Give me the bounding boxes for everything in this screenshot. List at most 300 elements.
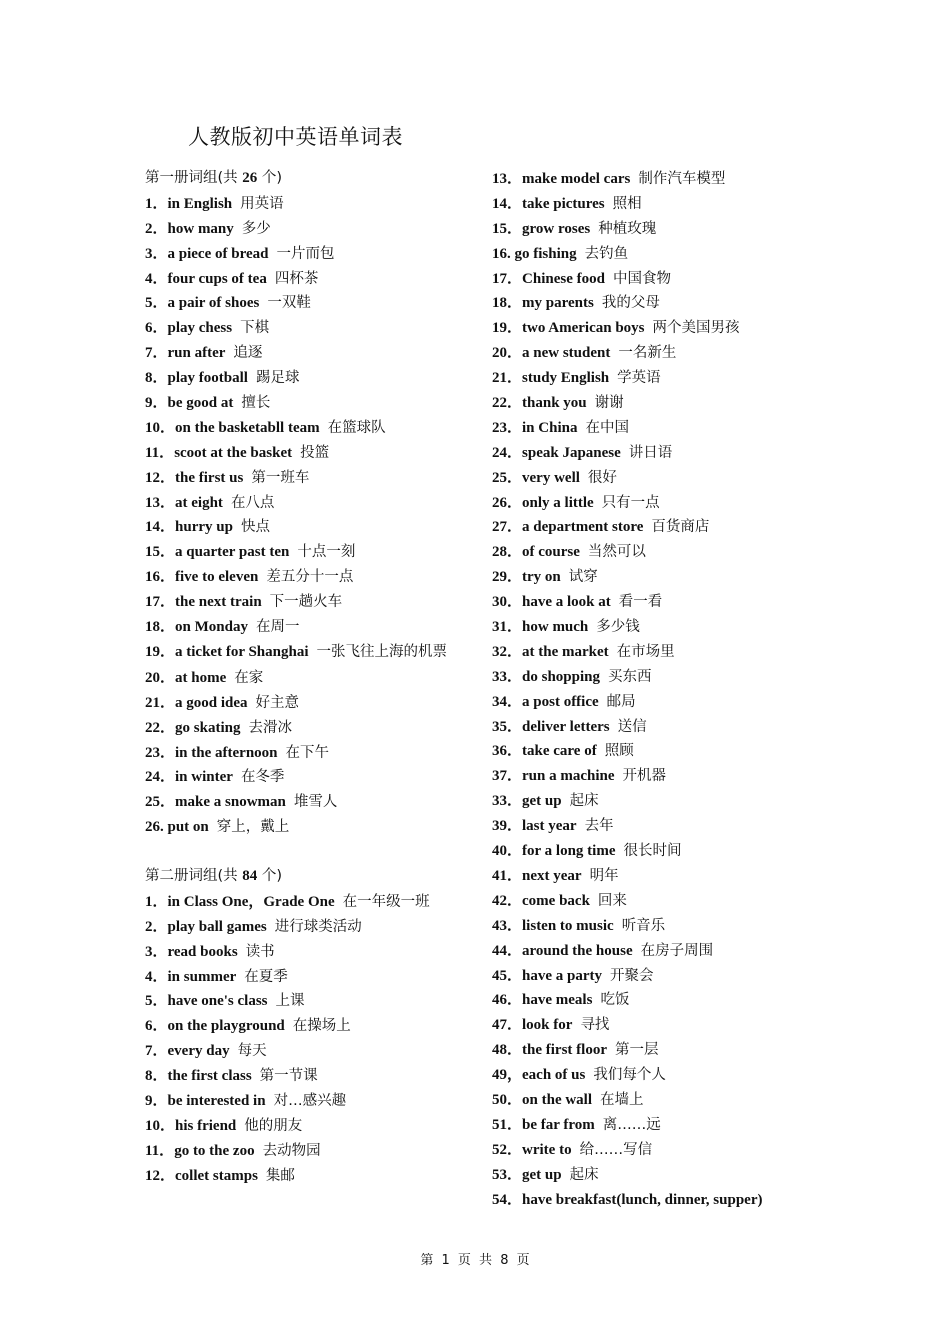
phrase-number: 37．	[492, 768, 523, 785]
phrase-item	[145, 740, 475, 765]
phrase-number: 52．	[492, 1141, 523, 1158]
phrase-english: his friend	[175, 1117, 237, 1134]
phrase-chinese: 第一班车	[251, 469, 310, 486]
phrase-number: 10．	[145, 1117, 176, 1134]
phrase-number: 12．	[145, 1167, 176, 1184]
phrase-item	[145, 639, 475, 665]
phrase-chinese: 用英语	[240, 195, 284, 212]
phrase-number: 40．	[492, 843, 523, 860]
phrase-item	[492, 763, 822, 788]
phrase-number: 5．	[145, 295, 168, 312]
phrase-item	[145, 340, 475, 365]
phrase-chinese: 中国食物	[612, 270, 671, 287]
phrase-english: take care of	[522, 743, 597, 760]
phrase-item	[145, 814, 475, 839]
phrase-number: 35．	[492, 718, 523, 735]
phrase-number: 47．	[492, 1017, 523, 1034]
phrase-chinese: 十点一刻	[297, 544, 356, 561]
phrase-english: five to eleven	[175, 569, 259, 586]
phrase-english: how many	[167, 220, 234, 237]
phrase-english: a ticket for Shanghai	[175, 643, 309, 660]
phrase-item	[492, 390, 822, 415]
phrase-english: come back	[522, 892, 590, 909]
phrase-item	[145, 614, 475, 639]
phrase-item	[145, 1113, 475, 1138]
phrase-number: 15．	[145, 544, 176, 561]
phrase-chinese: 开聚会	[610, 967, 654, 984]
phrase-number: 26.	[145, 819, 168, 836]
phrase-number: 11．	[145, 1142, 175, 1159]
phrase-item	[492, 365, 822, 390]
page-title: 人教版初中英语单词表	[188, 125, 403, 149]
phrase-number: 42．	[492, 892, 523, 909]
phrase-item	[492, 1012, 822, 1037]
phrase-english: on the playground	[167, 1018, 285, 1035]
phrase-chinese: 追逐	[233, 345, 263, 362]
phrase-chinese: 只有一点	[601, 494, 660, 511]
phrase-number: 31．	[492, 619, 523, 636]
phrase-number: 13．	[145, 494, 176, 511]
phrase-item	[492, 838, 822, 863]
phrase-english: only a little	[522, 494, 594, 511]
phrase-item	[492, 514, 822, 539]
phrase-chinese: 集邮	[265, 1167, 295, 1184]
phrase-number: 8．	[145, 370, 168, 387]
phrase-english: in China	[522, 419, 578, 436]
phrase-number: 2．	[145, 918, 168, 935]
phrase-chinese: 下一趟火车	[269, 594, 343, 611]
phrase-chinese: 听音乐	[621, 917, 666, 934]
phrase-item	[492, 963, 822, 988]
page-footer: 第 1 页 共 8 页	[420, 1253, 530, 1268]
phrase-item	[492, 689, 822, 714]
phrase-english: at the market	[522, 643, 609, 660]
phrase-chinese: 谢谢	[594, 395, 624, 412]
phrase-english: hurry up	[175, 519, 233, 536]
phrase-number: 23．	[492, 419, 523, 436]
phrase-number: 48．	[492, 1042, 523, 1059]
phrase-chinese: 很长时间	[623, 843, 682, 860]
phrase-item	[145, 1163, 475, 1188]
phrase-number: 27．	[492, 519, 523, 536]
phrase-chinese: 第一层	[614, 1042, 659, 1059]
phrase-english: go skating	[175, 719, 241, 736]
phrase-item	[145, 191, 475, 216]
phrase-chinese: 照顾	[604, 743, 634, 760]
phrase-english: run after	[167, 345, 226, 362]
phrase-chinese: 擅长	[241, 395, 271, 412]
phrase-chinese: 在一年级一班	[342, 893, 430, 910]
phrase-english: look for	[522, 1017, 573, 1034]
phrase-chinese: 去动物园	[262, 1142, 321, 1159]
phrase-number: 16.	[492, 245, 515, 262]
phrase-item	[492, 1087, 822, 1112]
phrase-item	[492, 564, 822, 589]
phrase-number: 30．	[492, 594, 523, 611]
phrase-english: a quarter past ten	[175, 544, 290, 561]
phrase-english: have a party	[522, 967, 603, 984]
phrase-chinese: 四杯茶	[274, 270, 319, 287]
phrase-item	[492, 639, 822, 664]
phrase-item	[492, 913, 822, 938]
phrase-item	[492, 1037, 822, 1062]
phrase-item	[492, 589, 822, 614]
phrase-number: 8．	[145, 1068, 168, 1085]
phrase-chinese: 快点	[240, 519, 270, 536]
section-heading-prefix: 第二册词组(共	[145, 867, 243, 884]
phrase-number: 53．	[492, 1166, 523, 1183]
phrase-english: study English	[522, 370, 610, 387]
phrase-english: of course	[522, 544, 580, 561]
phrase-english: grow roses	[522, 220, 591, 237]
phrase-number: 7．	[145, 1043, 168, 1060]
phrase-item	[145, 1063, 475, 1088]
phrase-english: be good at	[167, 395, 234, 412]
phrase-item	[145, 266, 475, 291]
phrase-english: take pictures	[522, 195, 605, 212]
phrase-number: 33．	[492, 793, 523, 810]
phrase-number: 32．	[492, 643, 523, 660]
phrase-item	[145, 589, 475, 614]
phrase-number: 9．	[145, 395, 168, 412]
phrase-english: in winter	[175, 769, 233, 786]
phrase-chinese: 看一看	[618, 594, 663, 611]
phrase-number: 23．	[145, 744, 176, 761]
phrase-chinese: 回来	[597, 892, 627, 909]
phrase-chinese: 我的父母	[601, 295, 660, 312]
phrase-item	[145, 290, 475, 315]
phrase-english: read books	[167, 943, 238, 960]
phrase-chinese: 去滑冰	[248, 719, 292, 736]
phrase-number: 41．	[492, 867, 523, 884]
phrase-chinese: 多少钱	[596, 619, 640, 636]
phrase-chinese: 踢足球	[255, 370, 300, 387]
phrase-number: 5．	[145, 993, 168, 1010]
phrase-chinese: 多少	[241, 220, 271, 237]
phrase-number: 46．	[492, 992, 523, 1009]
phrase-chinese: 离……远	[602, 1116, 661, 1133]
phrase-number: 18．	[492, 295, 523, 312]
phrase-item	[492, 241, 822, 266]
phrase-item	[492, 490, 822, 515]
blank-line	[145, 839, 475, 864]
phrase-number: 1．	[145, 893, 168, 910]
phrase-number: 28．	[492, 544, 523, 561]
phrase-item	[145, 440, 475, 465]
phrase-english: play chess	[167, 320, 233, 337]
phrase-item	[492, 315, 822, 340]
phrase-english: Chinese food	[522, 270, 605, 287]
phrase-number: 21．	[492, 370, 523, 387]
phrase-item	[492, 987, 822, 1012]
phrase-chinese: 穿上，戴上	[216, 819, 290, 836]
phrase-chinese: 每天	[237, 1043, 267, 1060]
phrase-number: 9．	[145, 1092, 168, 1109]
phrase-chinese: 寻找	[580, 1017, 610, 1034]
phrase-item	[145, 1038, 475, 1063]
phrase-english: listen to music	[522, 917, 614, 934]
phrase-english: have one's class	[167, 993, 268, 1010]
phrase-item	[492, 863, 822, 888]
phrase-chinese: 堆雪人	[293, 794, 338, 811]
phrase-chinese: 第一节课	[259, 1068, 318, 1085]
phrase-number: 34．	[492, 693, 523, 710]
phrase-chinese: 在市场里	[616, 643, 675, 660]
phrase-english: do shopping	[522, 668, 600, 685]
phrase-english: the first floor	[522, 1042, 607, 1059]
phrase-item	[145, 715, 475, 740]
phrase-chinese: 他的朋友	[244, 1117, 303, 1134]
phrase-english: around the house	[522, 942, 633, 959]
phrase-english: deliver letters	[522, 718, 610, 735]
phrase-chinese: 在篮球队	[327, 419, 386, 436]
phrase-chinese: 在冬季	[240, 769, 285, 786]
phrase-number: 14．	[492, 195, 523, 212]
phrase-chinese: 学英语	[617, 370, 661, 387]
phrase-item	[492, 938, 822, 963]
phrase-item	[492, 614, 822, 639]
phrase-chinese: 种植玫瑰	[598, 220, 657, 237]
phrase-english: scoot at the basket	[174, 444, 293, 461]
phrase-english: a post office	[522, 693, 599, 710]
phrase-item	[145, 390, 475, 415]
phrase-english: collet stamps	[175, 1167, 258, 1184]
phrase-number: 25．	[492, 469, 523, 486]
phrase-english: play ball games	[167, 918, 267, 935]
phrase-english: a good idea	[175, 694, 248, 711]
phrase-number: 19．	[492, 320, 523, 337]
phrase-english: run a machine	[522, 768, 615, 785]
phrase-english: the first class	[167, 1068, 252, 1085]
phrase-item	[145, 564, 475, 589]
phrase-item	[492, 813, 822, 838]
phrase-item	[492, 788, 822, 813]
phrase-english: on Monday	[175, 619, 248, 636]
phrase-item	[145, 789, 475, 814]
phrase-english: have meals	[522, 992, 593, 1009]
phrase-chinese: 明年	[589, 867, 619, 884]
phrase-chinese: 差五分十一点	[266, 569, 354, 586]
phrase-chinese: 上课	[275, 993, 305, 1010]
phrase-chinese: 送信	[617, 718, 647, 735]
phrase-number: 12．	[145, 469, 176, 486]
phrase-chinese: 我们每个人	[593, 1067, 666, 1084]
phrase-english: how much	[522, 619, 589, 636]
phrase-item	[145, 939, 475, 964]
phrase-english: very well	[522, 469, 580, 486]
phrase-number: 4．	[145, 968, 168, 985]
phrase-english: speak Japanese	[522, 444, 621, 461]
phrase-english: write to	[522, 1141, 572, 1158]
phrase-chinese: 给……写信	[579, 1141, 653, 1158]
phrase-number: 49，	[492, 1067, 523, 1084]
phrase-chinese: 在房子周围	[640, 942, 714, 959]
phrase-english: on the basketabll team	[175, 419, 320, 436]
phrase-item	[492, 1062, 822, 1087]
phrase-item	[492, 539, 822, 564]
section-heading-suffix: 个)	[257, 170, 283, 186]
phrase-english: next year	[522, 867, 582, 884]
phrase-item	[492, 191, 822, 216]
phrase-chinese: 起床	[569, 1166, 599, 1183]
phrase-chinese: 去年	[584, 818, 614, 835]
phrase-number: 51．	[492, 1116, 523, 1133]
phrase-chinese: 去钓鱼	[584, 245, 629, 262]
phrase-english: at home	[175, 669, 227, 686]
phrase-chinese: 制作汽车模型	[638, 171, 726, 187]
phrase-chinese: 开机器	[622, 768, 667, 785]
phrase-number: 24．	[492, 444, 523, 461]
phrase-number: 44．	[492, 942, 523, 959]
phrase-chinese: 百货商店	[651, 519, 710, 536]
phrase-number: 3．	[145, 245, 168, 262]
phrase-chinese: 好主意	[255, 694, 300, 711]
phrase-english: have breakfast(lunch, dinner, supper)	[522, 1191, 763, 1208]
phrase-english: two American boys	[522, 320, 645, 337]
phrase-english: on the wall	[522, 1091, 593, 1108]
section-heading-suffix: 个)	[257, 867, 283, 884]
phrase-item	[492, 1187, 822, 1212]
phrase-item	[145, 764, 475, 789]
phrase-number: 22．	[492, 395, 523, 412]
phrase-chinese: 一双鞋	[267, 295, 311, 312]
phrase-number: 45．	[492, 967, 523, 984]
phrase-english: for a long time	[522, 843, 616, 860]
phrase-chinese: 很好	[587, 469, 617, 486]
phrase-english: go fishing	[514, 245, 577, 262]
phrase-number: 50．	[492, 1091, 523, 1108]
section-heading-count: 26	[242, 170, 258, 186]
phrase-item	[492, 664, 822, 689]
section-heading	[145, 166, 475, 191]
phrase-chinese: 讲日语	[628, 444, 673, 461]
phrase-item	[145, 1138, 475, 1163]
phrase-number: 16．	[145, 569, 176, 586]
phrase-number: 43．	[492, 917, 523, 934]
phrase-item	[145, 1088, 475, 1113]
phrase-english: in Class One，Grade One	[167, 893, 335, 910]
phrase-english: each of us	[522, 1067, 586, 1084]
phrase-chinese: 对…感兴趣	[273, 1092, 347, 1109]
left-column	[145, 166, 475, 1188]
phrase-item	[145, 690, 475, 715]
phrase-english: be far from	[522, 1116, 595, 1133]
phrase-item	[145, 241, 475, 266]
phrase-number: 29．	[492, 569, 523, 586]
phrase-chinese: 一片而包	[276, 245, 335, 262]
phrase-number: 21．	[145, 694, 176, 711]
phrase-english: my parents	[522, 295, 594, 312]
phrase-number: 14．	[145, 519, 176, 536]
phrase-english: a pair of shoes	[167, 295, 260, 312]
phrase-item	[492, 166, 822, 191]
phrase-number: 2．	[145, 220, 168, 237]
phrase-english: the next train	[175, 594, 262, 611]
phrase-item	[145, 914, 475, 939]
phrase-item	[492, 1112, 822, 1137]
phrase-chinese: 进行球类活动	[274, 918, 362, 935]
phrase-number: 33．	[492, 668, 523, 685]
phrase-number: 18．	[145, 619, 176, 636]
section-heading-count: 84	[242, 867, 258, 884]
phrase-chinese: 在八点	[230, 494, 275, 511]
phrase-english: last year	[522, 818, 577, 835]
phrase-number: 6．	[145, 1018, 168, 1035]
phrase-chinese: 在周一	[255, 619, 300, 636]
phrase-chinese: 照相	[612, 195, 642, 212]
section-heading	[145, 864, 475, 889]
phrase-number: 54．	[492, 1191, 523, 1208]
phrase-chinese: 买东西	[607, 668, 652, 685]
phrase-english: have a look at	[522, 594, 611, 611]
phrase-item	[145, 964, 475, 989]
phrase-english: go to the zoo	[174, 1142, 255, 1159]
phrase-item	[492, 216, 822, 241]
phrase-chinese: 读书	[245, 943, 275, 960]
section-heading-prefix: 第一册词组(共	[145, 170, 243, 186]
phrase-chinese: 一张飞往上海的机票	[316, 643, 447, 660]
phrase-number: 13．	[492, 171, 523, 187]
phrase-chinese: 投篮	[300, 444, 330, 461]
phrase-chinese: 下棋	[240, 320, 270, 337]
phrase-item	[145, 216, 475, 241]
phrase-chinese: 在墙上	[600, 1091, 644, 1108]
phrase-chinese: 在下午	[285, 744, 330, 761]
phrase-number: 1．	[145, 195, 168, 212]
phrase-english: put on	[167, 819, 209, 836]
phrase-english: try on	[522, 569, 561, 586]
phrase-english: a new student	[522, 345, 611, 362]
phrase-item	[492, 738, 822, 763]
phrase-english: thank you	[522, 395, 587, 412]
phrase-number: 7．	[145, 345, 168, 362]
phrase-english: a piece of bread	[167, 245, 269, 262]
phrase-english: a department store	[522, 519, 644, 536]
phrase-number: 36．	[492, 743, 523, 760]
phrase-item	[145, 315, 475, 340]
phrase-chinese: 在操场上	[292, 1018, 351, 1035]
phrase-chinese: 试穿	[568, 569, 598, 586]
phrase-english: be interested in	[167, 1092, 266, 1109]
phrase-number: 20．	[492, 345, 523, 362]
phrase-number: 17．	[145, 594, 176, 611]
phrase-chinese: 吃饭	[600, 992, 630, 1009]
phrase-item	[492, 290, 822, 315]
phrase-english: make a snowman	[175, 794, 286, 811]
phrase-item	[492, 440, 822, 465]
phrase-item	[145, 988, 475, 1013]
phrase-item	[145, 415, 475, 440]
phrase-item	[492, 1137, 822, 1162]
phrase-chinese: 两个美国男孩	[652, 320, 740, 337]
phrase-item	[145, 1013, 475, 1038]
phrase-english: every day	[167, 1043, 230, 1060]
phrase-english: in the afternoon	[175, 744, 278, 761]
phrase-number: 11．	[145, 444, 175, 461]
phrase-number: 20．	[145, 669, 176, 686]
phrase-item	[492, 340, 822, 365]
phrase-item	[145, 490, 475, 515]
phrase-chinese: 一名新生	[618, 345, 677, 362]
right-column	[492, 166, 822, 1211]
phrase-chinese: 在中国	[585, 419, 629, 436]
phrase-number: 39．	[492, 818, 523, 835]
phrase-number: 24．	[145, 769, 176, 786]
phrase-item	[492, 266, 822, 291]
phrase-number: 10．	[145, 419, 176, 436]
phrase-number: 26．	[492, 494, 523, 511]
phrase-english: make model cars	[522, 171, 631, 187]
